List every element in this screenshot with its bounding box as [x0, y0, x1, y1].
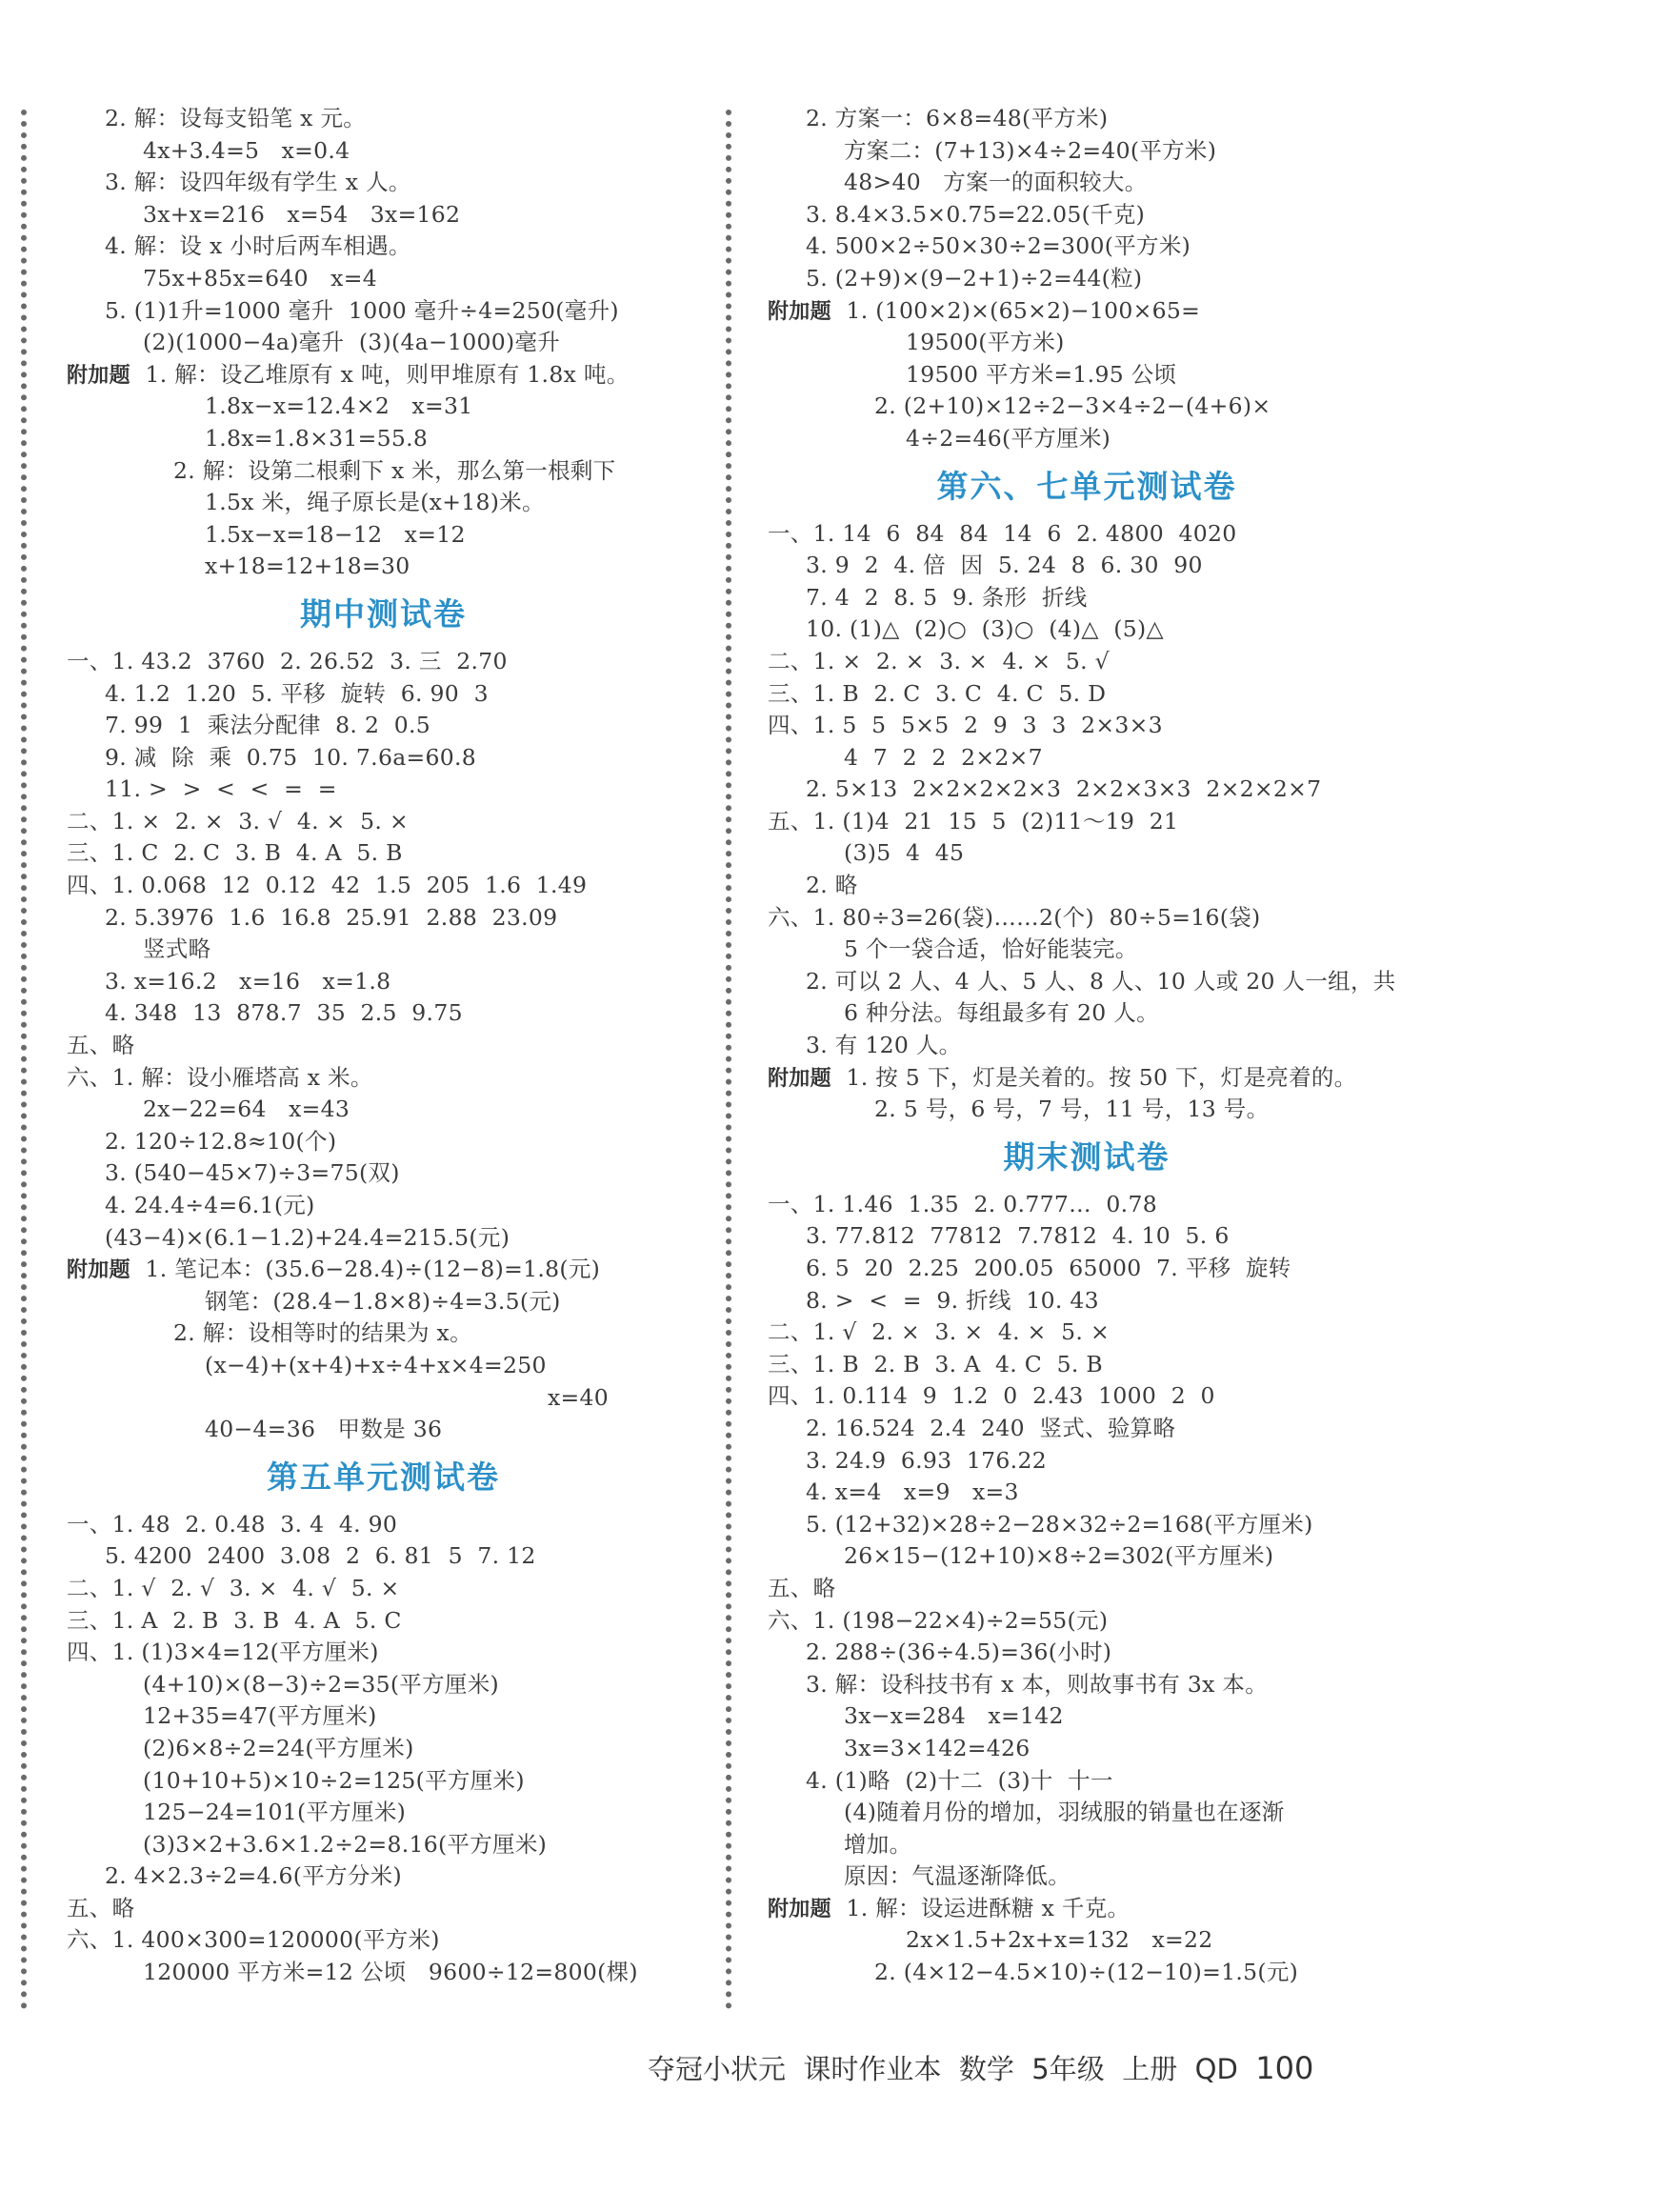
answer-text: x=40 [548, 1383, 610, 1411]
answer-line [67, 487, 700, 519]
answer-text: 1.8x−x=12.4×2 x=31 [205, 392, 473, 420]
answer-text: 7. 99 1 乘法分配律 8. 2 0.5 [105, 712, 431, 739]
answer-line [67, 1157, 700, 1190]
answer-text: 六、1. 解：设小雁塔高 x 米。 [67, 1063, 373, 1091]
answer-text: 五、1. (1)4 21 15 5 (2)11～19 21 [768, 807, 1179, 835]
answer-line [768, 1829, 1406, 1861]
answer-line [768, 934, 1406, 966]
answer-text: 2x−22=64 x=43 [143, 1096, 350, 1123]
answer-line [768, 582, 1406, 614]
answer-text: 4. 24.4÷4=6.1(元) [105, 1192, 315, 1218]
answer-text: (x−4)+(x+4)+x÷4+x×4=250 [205, 1351, 547, 1378]
answer-text: 4x+3.4=5 x=0.4 [143, 136, 350, 164]
answer-line [67, 1222, 700, 1255]
answer-text: 五、略 [768, 1574, 836, 1601]
answer-text: 三、1. C 2. C 3. B 4. A 5. B [67, 839, 403, 867]
binding-dots-left [21, 110, 32, 2010]
answer-text: 1.5x 米，绳子原长是(x+18)米。 [205, 489, 545, 516]
answer-line [67, 870, 700, 902]
page-footer [648, 2048, 1313, 2087]
answer-text: 1.8x=1.8×31=55.8 [205, 424, 429, 452]
answer-text: 原因：气温逐渐降低。 [844, 1862, 1071, 1890]
answer-text: 2. 可以 2 人、4 人、5 人、8 人、10 人或 20 人一组，共 [806, 967, 1396, 995]
answer-line [67, 551, 700, 583]
answer-line [67, 199, 700, 231]
answer-text: 4. x=4 x=9 x=3 [806, 1478, 1019, 1506]
bonus-label: 附加题 [67, 363, 130, 388]
answer-text: 40−4=36 甲数是 36 [205, 1416, 443, 1443]
answer-text: 3x−x=284 x=142 [844, 1702, 1064, 1730]
answer-text: 11. > > < < = = [105, 775, 337, 803]
answer-line [768, 518, 1406, 551]
answer-line [768, 870, 1406, 902]
answer-text: 竖式略 [143, 935, 211, 963]
answer-text: 六、1. 80÷3=26(袋)……2(个) 80÷5=16(袋) [768, 903, 1261, 931]
answer-line [768, 837, 1406, 870]
answer-text: (43−4)×(6.1−1.2)+24.4=215.5(元) [105, 1223, 510, 1251]
answer-line [768, 774, 1406, 806]
answer-line [67, 519, 700, 552]
answer-line [67, 1094, 700, 1126]
answer-line [768, 1860, 1406, 1893]
answer-line [67, 1893, 700, 1925]
answer-line [768, 1380, 1406, 1413]
answer-text: 四、1. (1)3×4=12(平方厘米) [67, 1639, 379, 1666]
answer-line [67, 359, 700, 392]
answer-line [67, 1669, 700, 1701]
answer-line [768, 1573, 1406, 1605]
answer-text: 7. 4 2 8. 5 9. 条形 折线 [806, 583, 1088, 611]
answer-line [67, 1924, 700, 1957]
answer-line [768, 1317, 1406, 1349]
answer-text: 3. 9 2 4. 倍 因 5. 24 8 6. 30 90 [806, 552, 1203, 579]
answer-text: 2. 16.524 2.4 240 竖式、验算略 [806, 1414, 1176, 1441]
answer-line [768, 1062, 1406, 1095]
answer-line [768, 1220, 1406, 1253]
answer-text: 75x+85x=640 x=4 [143, 264, 377, 292]
answer-line [768, 613, 1406, 646]
answer-text: 19500 平方米=1.95 公顷 [906, 360, 1177, 388]
answer-line [67, 1062, 700, 1095]
answer-line [768, 1797, 1406, 1829]
answer-text: 3. 24.9 6.93 176.22 [806, 1446, 1047, 1474]
answer-line [67, 1860, 700, 1893]
right-column [768, 103, 1406, 1989]
bonus-label: 附加题 [768, 299, 831, 324]
answer-text: 2. 解：设第二根剩下 x 米，那么第一根剩下 [173, 456, 616, 484]
bonus-label: 附加题 [768, 1897, 831, 1921]
answer-line [67, 678, 700, 711]
answer-line [67, 1286, 700, 1318]
answer-line [67, 103, 700, 135]
answer-text: (4)随着月份的增加，羽绒服的销量也在逐渐 [844, 1799, 1285, 1826]
answer-text: 一、1. 43.2 3760 2. 26.52 3. 三 2.70 [67, 647, 508, 674]
answer-line [67, 1414, 700, 1446]
answer-line [768, 1733, 1406, 1765]
section-heading: 期中测试卷 [300, 594, 467, 633]
answer-text: 1. 按 5 下，灯是关着的。按 50 下，灯是亮着的。 [830, 1063, 1357, 1091]
answer-line [67, 135, 700, 168]
answer-line [67, 391, 700, 423]
answer-text: 2x×1.5+2x+x=132 x=22 [906, 1926, 1213, 1954]
answer-text: 四、1. 0.068 12 0.12 42 1.5 205 1.6 1.49 [67, 872, 588, 899]
answer-line [768, 359, 1406, 392]
answer-text: 二、1. × 2. × 3. √ 4. × 5. × [67, 807, 409, 835]
answer-text: 方案二：(7+13)×4÷2=40(平方米) [844, 136, 1217, 164]
answer-text: 3. 8.4×3.5×0.75=22.05(千克) [806, 200, 1146, 228]
answer-line [768, 1765, 1406, 1798]
answer-text: (10+10+5)×10÷2=125(平方厘米) [143, 1766, 525, 1794]
answer-line [67, 1030, 700, 1062]
answer-text: 3. 有 120 人。 [806, 1032, 962, 1059]
answer-text: x+18=12+18=30 [205, 553, 410, 580]
answer-text: 1. (100×2)×(65×2)−100×65= [830, 296, 1201, 324]
answer-text: 19500(平方米) [906, 329, 1065, 356]
answer-text: 2. 288÷(36÷4.5)=36(小时) [806, 1639, 1112, 1666]
answer-line [768, 1285, 1406, 1317]
answer-line [768, 550, 1406, 582]
answer-text: (4+10)×(8−3)÷2=35(平方厘米) [143, 1670, 499, 1698]
answer-text: 48>40 方案一的面积较大。 [844, 169, 1148, 196]
answer-text: 3. x=16.2 x=16 x=1.8 [105, 967, 391, 995]
answer-line [67, 1190, 700, 1222]
answer-text: 2. (4×12−4.5×10)÷(12−10)=1.5(元) [874, 1959, 1299, 1986]
answer-line [67, 1126, 700, 1158]
answer-text: 钢笔：(28.4−1.8×8)÷4=3.5(元) [205, 1287, 561, 1315]
answer-line [67, 902, 700, 935]
answer-text: 4÷2=46(平方厘米) [906, 424, 1111, 452]
answer-text: 12+35=47(平方厘米) [143, 1702, 377, 1730]
answer-text: 2. 5×13 2×2×2×2×3 2×2×3×3 2×2×2×7 [806, 775, 1322, 803]
answer-line [67, 1573, 700, 1605]
answer-line [768, 997, 1406, 1030]
answer-text: 一、1. 14 6 84 84 14 6 2. 4800 4020 [768, 519, 1237, 547]
answer-line [67, 1382, 700, 1415]
answer-line [67, 997, 700, 1030]
answer-text: 5. (1)1升=1000 毫升 1000 毫升÷4=250(毫升) [105, 296, 619, 324]
answer-line [67, 1829, 700, 1861]
answer-text: 4. 1.2 1.20 5. 平移 旋转 6. 90 3 [105, 679, 489, 707]
answer-text: 10. (1)△ (2)○ (3)○ (4)△ (5)△ [806, 615, 1164, 643]
answer-line [768, 135, 1406, 168]
answer-text: 2. 4×2.3÷2=4.6(平方分米) [105, 1862, 402, 1890]
answer-line [67, 934, 700, 966]
binding-dots-middle [726, 110, 737, 2010]
answer-line [768, 646, 1406, 678]
answer-text: 六、1. (198−22×4)÷2=55(元) [768, 1606, 1109, 1634]
answer-text: (3)5 4 45 [844, 839, 965, 867]
answer-text: 2. 5 号，6 号，7 号，11 号，13 号。 [874, 1096, 1270, 1123]
answer-text: 3. 解：设科技书有 x 本，则故事书有 3x 本。 [806, 1670, 1269, 1698]
answer-text: 一、1. 1.46 1.35 2. 0.777… 0.78 [768, 1190, 1157, 1217]
answer-text: 四、1. 0.114 9 1.2 0 2.43 1000 2 0 [768, 1382, 1215, 1410]
answer-text: 3x=3×142=426 [844, 1734, 1031, 1761]
answer-line [768, 1445, 1406, 1478]
answer-line [67, 167, 700, 199]
answer-line [768, 1540, 1406, 1573]
answer-line [67, 263, 700, 295]
answer-line [67, 423, 700, 455]
answer-text: 5. (12+32)×28÷2−28×32÷2=168(平方厘米) [806, 1510, 1313, 1538]
answer-line [768, 1094, 1406, 1126]
answer-line [768, 391, 1406, 423]
answer-line [67, 1605, 700, 1638]
answer-line [67, 1509, 700, 1541]
answer-text: 五、略 [67, 1032, 135, 1059]
answer-line [67, 837, 700, 870]
answer-line [67, 710, 700, 742]
answer-text: 2. 120÷12.8≈10(个) [105, 1127, 337, 1155]
answer-line [67, 327, 700, 359]
answer-line [67, 295, 700, 328]
answer-line [67, 742, 700, 774]
answer-line [768, 103, 1406, 135]
answer-text: (2)6×8÷2=24(平方厘米) [143, 1734, 414, 1761]
answer-line [768, 1189, 1406, 1221]
answer-text: 五、略 [67, 1894, 135, 1921]
answer-line [768, 966, 1406, 998]
answer-line [768, 231, 1406, 263]
answer-line [768, 678, 1406, 711]
answer-line [768, 1637, 1406, 1669]
answer-text: 1. 笔记本：(35.6−28.4)÷(12−8)=1.8(元) [130, 1256, 601, 1283]
footer-title: 夺冠小状元 课时作业本 数学 5年级 上册 QD [648, 2053, 1238, 2085]
answer-line [67, 1637, 700, 1669]
answer-text: 一、1. 48 2. 0.48 3. 4 4. 90 [67, 1510, 398, 1538]
answer-line [67, 806, 700, 838]
answer-text: 二、1. √ 2. × 3. × 4. × 5. × [768, 1318, 1110, 1346]
answer-line [768, 806, 1406, 838]
answer-text: 6 种分法。每组最多有 20 人。 [844, 999, 1159, 1027]
answer-text: 3. (540−45×7)÷3=75(双) [105, 1159, 400, 1187]
answer-text: 125−24=101(平方厘米) [143, 1799, 407, 1826]
answer-line [768, 1030, 1406, 1062]
answer-text: 6. 5 20 2.25 200.05 65000 7. 平移 旋转 [806, 1255, 1291, 1281]
answer-text: 120000 平方米=12 公顷 9600÷12=800(棵) [143, 1959, 638, 1986]
answer-line [67, 1957, 700, 1989]
answer-line [768, 1349, 1406, 1381]
answer-line [67, 646, 700, 678]
answer-line [768, 167, 1406, 199]
answer-line [768, 1700, 1406, 1733]
answer-line [67, 231, 700, 263]
answer-text: 5. 4200 2400 3.08 2 6. 81 5 7. 12 [105, 1542, 536, 1570]
answer-line [67, 1700, 700, 1733]
answer-text: 2. (2+10)×12÷2−3×4÷2−(4+6)× [874, 392, 1271, 420]
answer-line [768, 710, 1406, 742]
page-number: 100 [1255, 2050, 1314, 2086]
answer-line [67, 774, 700, 806]
left-column [67, 103, 700, 1989]
answer-text: 5 个一袋合适，恰好能装完。 [844, 935, 1138, 963]
answer-text: 增加。 [844, 1830, 912, 1858]
answer-text: 4. 348 13 878.7 35 2.5 9.75 [105, 999, 463, 1027]
answer-text: 4. (1)略 (2)十二 (3)十 十一 [806, 1766, 1113, 1794]
section-heading: 第六、七单元测试卷 [936, 467, 1237, 505]
answer-text: 二、1. √ 2. √ 3. × 4. √ 5. × [67, 1574, 400, 1601]
answer-text: 3. 解：设四年级有学生 x 人。 [105, 169, 411, 196]
answer-text: 2. 解：设每支铅笔 x 元。 [105, 105, 367, 131]
answer-line [768, 295, 1406, 328]
answer-text: 2. 解：设相等时的结果为 x。 [173, 1319, 472, 1347]
answer-text: 六、1. 400×300=120000(平方米) [67, 1926, 440, 1954]
answer-text: 8. > < = 9. 折线 10. 43 [806, 1286, 1099, 1314]
answer-text: 9. 减 除 乘 0.75 10. 7.6a=60.8 [105, 743, 477, 771]
answer-line [67, 1797, 700, 1829]
answer-line [67, 1254, 700, 1286]
answer-line [768, 1893, 1406, 1925]
answer-line [67, 1733, 700, 1765]
answer-text: 3. 77.812 77812 7.7812 4. 10 5. 6 [806, 1222, 1230, 1250]
answer-line [768, 1477, 1406, 1509]
answer-line [768, 1924, 1406, 1957]
answer-line [768, 1509, 1406, 1541]
bonus-label: 附加题 [768, 1066, 831, 1091]
answer-line [768, 1253, 1406, 1285]
answer-line [768, 1605, 1406, 1638]
answer-line [67, 1350, 700, 1382]
answer-text: 2. 5.3976 1.6 16.8 25.91 2.88 23.09 [105, 903, 558, 931]
answer-line [768, 902, 1406, 935]
answer-text: 四、1. 5 5 5×5 2 9 3 3 2×3×3 [768, 712, 1163, 739]
answer-text: 5. (2+9)×(9−2+1)÷2=44(粒) [806, 264, 1143, 292]
answer-text: 1. 解：设运进酥糖 x 千克。 [830, 1894, 1131, 1921]
answer-text: (2)(1000−4a)毫升 (3)(4a−1000)毫升 [143, 329, 561, 356]
answer-line [768, 742, 1406, 774]
answer-line [67, 966, 700, 998]
answer-line [768, 199, 1406, 231]
answer-line [768, 423, 1406, 455]
answer-text: (3)3×2+3.6×1.2÷2=8.16(平方厘米) [143, 1830, 548, 1858]
answer-text: 2. 略 [806, 872, 858, 899]
answer-line [768, 327, 1406, 359]
answer-text: 1.5x−x=18−12 x=12 [205, 520, 466, 548]
answer-text: 三、1. B 2. C 3. C 4. C 5. D [768, 679, 1107, 707]
answer-text: 3x+x=216 x=54 3x=162 [143, 200, 461, 228]
answer-text: 4. 500×2÷50×30÷2=300(平方米) [806, 232, 1191, 260]
answer-line [768, 263, 1406, 295]
answer-text: 二、1. × 2. × 3. × 4. × 5. √ [768, 647, 1110, 674]
section-heading: 期末测试卷 [1003, 1137, 1171, 1176]
answer-text: 1. 解：设乙堆原有 x 吨，则甲堆原有 1.8x 吨。 [130, 360, 630, 388]
answer-text: 三、1. A 2. B 3. B 4. A 5. C [67, 1606, 402, 1634]
answer-line [67, 1765, 700, 1798]
answer-text: 4 7 2 2 2×2×7 [844, 743, 1043, 771]
answer-line [768, 1413, 1406, 1445]
answer-text: 26×15−(12+10)×8÷2=302(平方厘米) [844, 1542, 1274, 1570]
answer-line [67, 1317, 700, 1350]
answer-line [768, 1957, 1406, 1989]
answer-line [768, 1669, 1406, 1701]
answer-text: 三、1. B 2. B 3. A 4. C 5. B [768, 1350, 1103, 1377]
answer-line [67, 1540, 700, 1573]
answer-text: 2. 方案一：6×8=48(平方米) [806, 105, 1109, 131]
section-heading: 第五单元测试卷 [267, 1458, 500, 1496]
bonus-label: 附加题 [67, 1258, 130, 1283]
answer-text: 4. 解：设 x 小时后两车相遇。 [105, 232, 411, 260]
answer-line [67, 455, 700, 488]
